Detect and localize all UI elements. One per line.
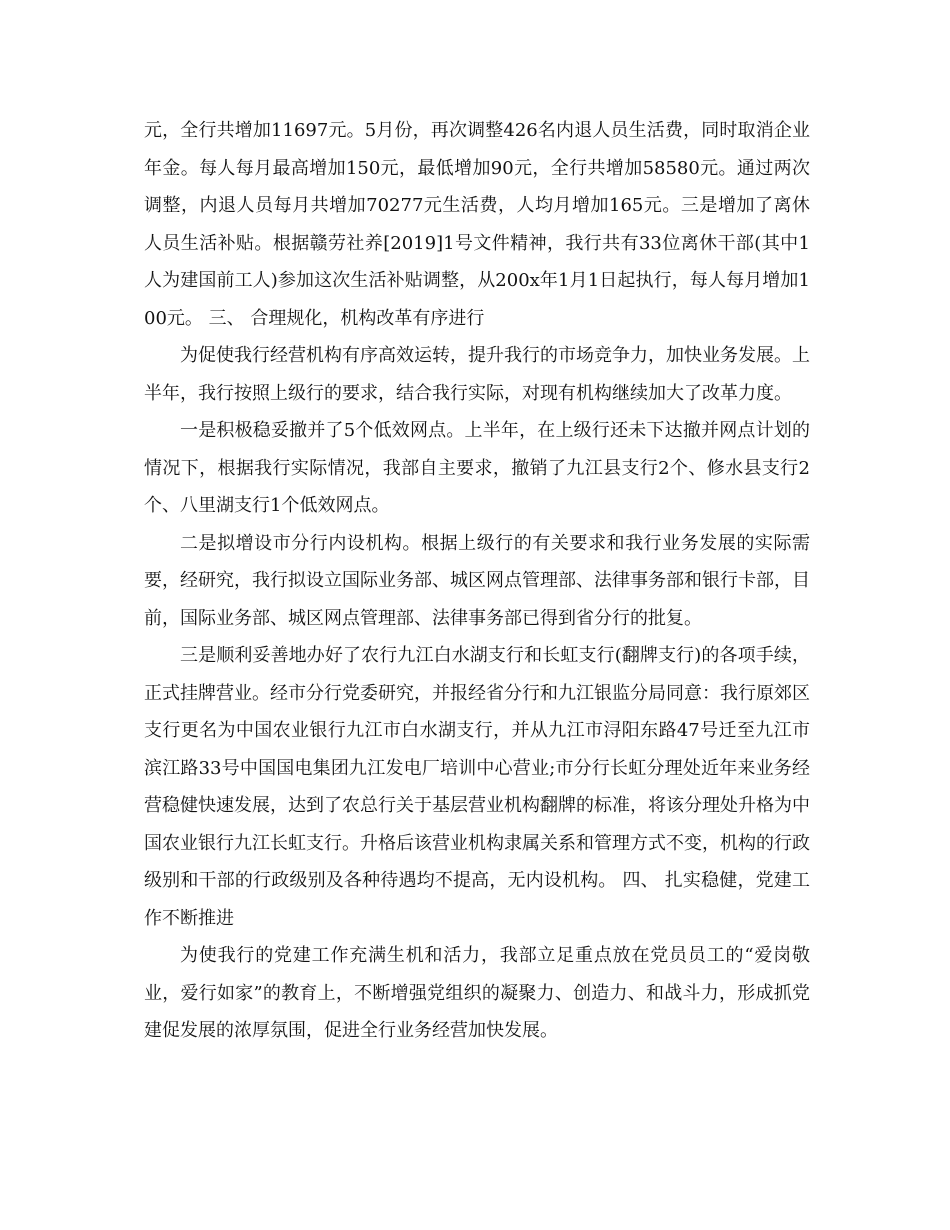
paragraph-new-departments: 二是拟增设市分行内设机构。根据上级行的有关要求和我行业务发展的实际需要，经研究，我行拟设立国际业务部、城区网点管理部、法律事务部和银行卡部，目前，国际业务部、城区网点管理部、法律事务部已得到省分行的批复。 xyxy=(144,532,810,629)
paragraph-party-building: 为使我行的党建工作充满生机和活力，我部立足重点放在党员员工的“爱岗敬业，爱行如家”的教育上，不断增强党组织的凝聚力、创造力、和战斗力，形成抓党建促发展的浓厚氛围，促进全行业务经营加快发展。 xyxy=(144,945,810,1041)
paragraph-institution-reform-intro: 为促使我行经营机构有序高效运转，提升我行的市场竞争力，加快业务发展。上半年，我行按照上级行的要求，结合我行实际，对现有机构继续加大了改革力度。 xyxy=(144,345,810,404)
paragraph-retiree-adjustment: 元，全行共增加11697元。5月份，再次调整426名内退人员生活费，同时取消企业年金。每人每月最高增加150元，最低增加90元，全行共增加58580元。通过两次调整，内退人员每月共增加70277元生活费，人均月增加165元。三是增加了离休人员生活补贴。根据赣劳社养[2019]1号文件精神，我行共有33位离休干部(其中1人为建国前工人)参加这次生活补贴调整，从200x年1月1日起执行，每人每月增加100元。 三、 合理规化，机构改革有序进行 xyxy=(144,120,810,329)
paragraph-branch-consolidation: 一是积极稳妥撤并了5个低效网点。上半年，在上级行还未下达撤并网点计划的情况下，根据我行实际情况，我部自主要求，撤销了九江县支行2个、修水县支行2个、八里湖支行1个低效网点。 xyxy=(144,420,810,516)
document-body xyxy=(144,112,810,1050)
paragraph-branch-rebranding: 三是顺利妥善地办好了农行九江白水湖支行和长虹支行(翻牌支行)的各项手续，正式挂牌营业。经市分行党委研究，并报经省分行和九江银监分局同意：我行原郊区支行更名为中国农业银行九江市白水湖支行，并从九江市浔阳东路47号迁至九江市滨江路33号中国国电集团九江发电厂培训中心营业;市分行长虹分理处近年来业务经营稳健快速发展，达到了农总行关于基层营业机构翻牌的标准，将该分理处升格为中国农业银行九江长虹支行。升格后该营业机构隶属关系和管理方式不变，机构的行政级别和干部的行政级别及各种待遇均不提高，无内设机构。 四、 扎实稳健，党建工作不断推进 xyxy=(144,645,810,929)
